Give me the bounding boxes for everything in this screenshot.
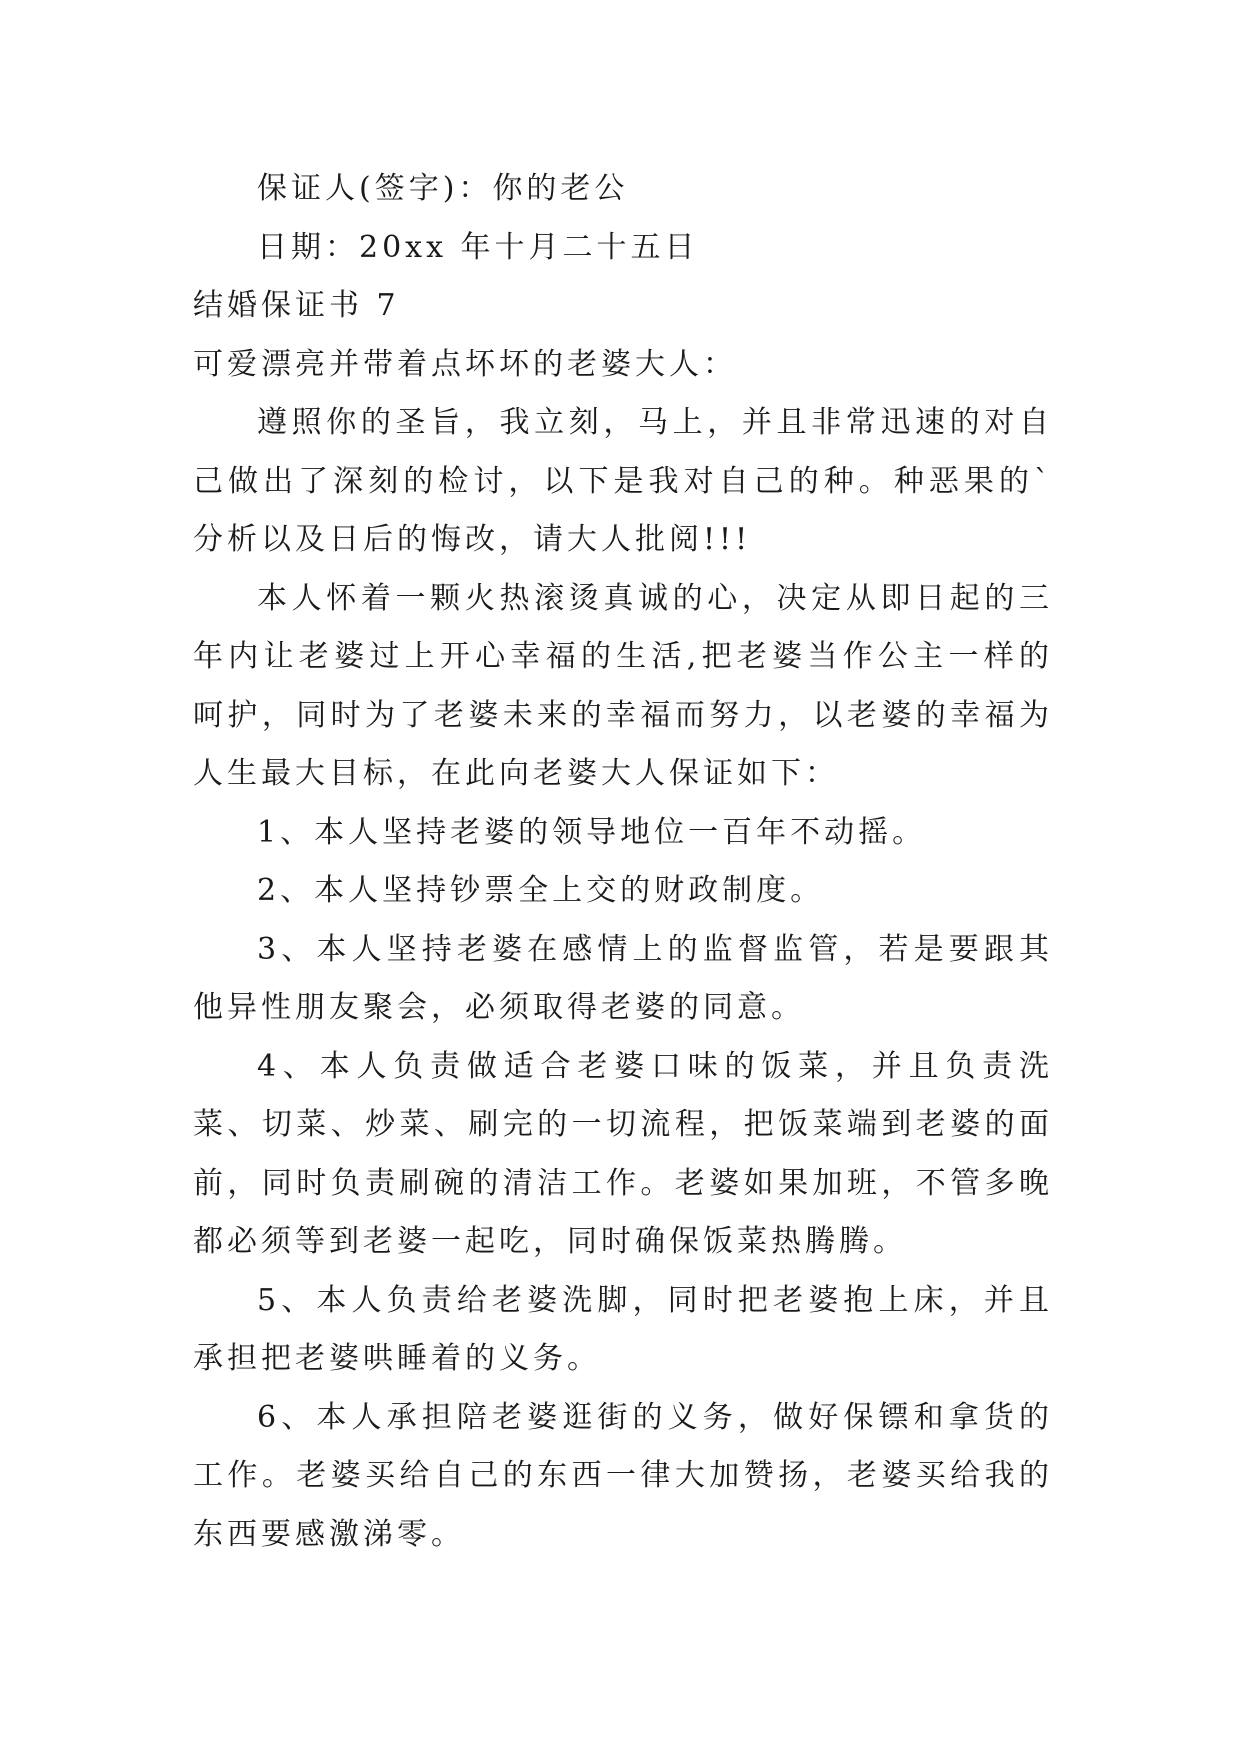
date-line: 日期：20xx 年十月二十五日	[257, 229, 699, 265]
paragraph-item-3: 3、本人坚持老婆在感情上的监督监管，若是要跟其他异性朋友聚会，必须取得老婆的同意。	[193, 931, 1053, 1025]
paragraph-item-1: 1、本人坚持老婆的领导地位一百年不动摇。	[257, 814, 927, 850]
paragraph-item-5: 5、本人负责给老婆洗脚，同时把老婆抱上床，并且承担把老婆哄睡着的义务。	[193, 1282, 1053, 1376]
paragraph-item-4: 4、本人负责做适合老婆口味的饭菜，并且负责洗菜、切菜、炒菜、刷完的一切流程，把饭菜端到老婆的面前，同时负责刷碗的清洁工作。老婆如果加班，不管多晚都必须等到老婆一起吃，同时确保饭菜热腾腾。	[193, 1048, 1053, 1259]
document-body	[193, 160, 1053, 1564]
guarantor-signature-line: 保证人(签字)：你的老公	[257, 171, 629, 206]
paragraph-intro: 遵照你的圣旨，我立刻，马上，并且非常迅速的对自己做出了深刻的检讨，以下是我对自己的种。种恶果的`分析以及日后的悔改，请大人批阅!!!	[193, 405, 1053, 557]
document-title: 结婚保证书 7	[193, 288, 400, 323]
paragraph-item-6: 6、本人承担陪老婆逛街的义务，做好保镖和拿货的工作。老婆买给自己的东西一律大加赞扬，老婆买给我的东西要感激涕零。	[193, 1399, 1053, 1552]
paragraph-item-2: 2、本人坚持钞票全上交的财政制度。	[257, 873, 825, 908]
paragraph-pledge: 本人怀着一颗火热滚烫真诚的心，决定从即日起的三年内让老婆过上开心幸福的生活,把老婆当作公主一样的呵护，同时为了老婆未来的幸福而努力，以老婆的幸福为人生最大目标，在此向老婆大人保证如下：	[193, 580, 1053, 791]
salutation: 可爱漂亮并带着点坏坏的老婆大人：	[193, 346, 737, 382]
